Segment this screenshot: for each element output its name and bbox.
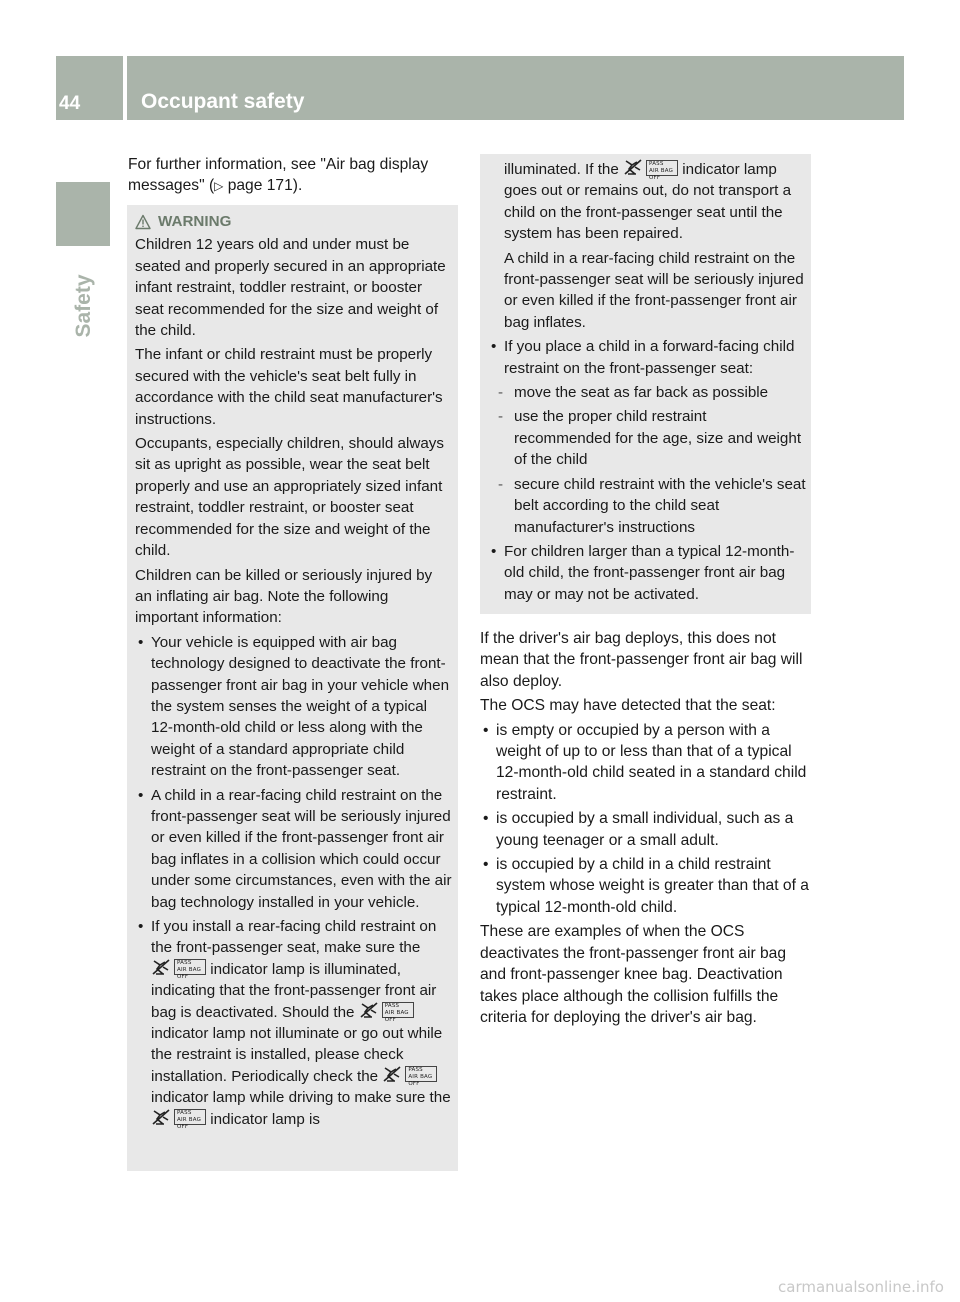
continuation-bullet: • If you place a child in a forward-facing child restraint on the front-passenger seat:	[488, 336, 806, 379]
intro-paragraph	[128, 154, 456, 201]
bullet-text: indicator lamp is	[206, 1110, 320, 1128]
body-paragraph: The OCS may have detected that the seat:	[480, 697, 776, 715]
child-seat-icon	[382, 1066, 402, 1083]
pass-airbag-off-box	[174, 1109, 206, 1131]
pass-airbag-off-lamp	[623, 159, 678, 181]
body-bullet: • is occupied by a child in a child restraint system whose weight is greater than that of a typical 12-month-old child.	[480, 854, 812, 918]
pass-text: PASS	[177, 960, 192, 967]
page-ref-arrow-icon: ▷	[214, 179, 224, 194]
body-paragraph: These are examples of when the OCS deactivates the front-passenger front air bag and front-passenger knee bag. Deactivation takes place although the collision fulfills the criteria for deploying the driver's air bag.	[480, 923, 786, 1026]
warning-paragraph: The infant or child restraint must be properly secured with the vehicle's seat belt fully in accordance with the child seat manufacturer's instructions.	[135, 346, 443, 428]
body-bullet: • is empty or occupied by a person with a weight of up to or less than that of a typical 12-month-old child seated in a standard child restraint.	[480, 720, 812, 806]
body-text	[480, 628, 812, 1031]
child-seat-icon	[151, 959, 171, 976]
pass-text: PASS	[408, 1067, 423, 1074]
section-label: Safety	[72, 274, 95, 338]
continuation-bullet: • For children larger than a typical 12-month-old child, the front-passenger front air bag may or may not be activated.	[488, 541, 806, 605]
warning-box	[127, 205, 458, 1171]
bullet-text: indicator lamp while driving to make sure the	[151, 1089, 451, 1107]
warning-triangle-icon	[135, 214, 151, 230]
child-seat-icon	[359, 1002, 379, 1019]
warning-paragraph: Children 12 years old and under must be seated and properly secured in an appropriate infant restraint, toddler restraint, or booster seat recommended for the size and weight of the child.	[135, 236, 446, 340]
pass-text: PASS	[384, 1003, 400, 1010]
pass-airbag-off-box	[646, 160, 678, 181]
page-title: Occupant safety	[141, 90, 305, 113]
airbag-off-text: AIR BAG OFF	[177, 1117, 202, 1131]
bullet-text: indicator lamp not illuminate or go out while the restraint is installed, please check installation. Periodically check the	[151, 1025, 443, 1085]
intro-text-b: page 171).	[223, 177, 303, 195]
pass-airbag-off-box	[174, 959, 206, 981]
airbag-off-text: AIR BAG OFF	[384, 1010, 409, 1024]
continuation-text: indicator lamp goes out or remains out, do not transport a child on the front-passenger seat until the system has been repaired.	[504, 161, 792, 243]
pass-airbag-off-lamp	[382, 1066, 437, 1088]
continuation-dash-item: - use the proper child restraint recommended for the age, size and weight of the child	[488, 406, 806, 470]
continuation-dash-item: - move the seat as far back as possible	[488, 382, 806, 403]
continuation-paragraph	[488, 159, 806, 245]
warning-paragraph: Children can be killed or seriously injured by an inflating air bag. Note the following important information:	[135, 566, 433, 627]
continuation-dash-item: - secure child restraint with the vehicle's seat belt according to the child seat manufacturer's instructions	[488, 474, 806, 538]
pass-airbag-off-lamp	[151, 1109, 206, 1131]
warning-title: WARNING	[158, 213, 232, 230]
bullet-text: indicator lamp is illuminated, indicating that the front-passenger front air bag is deactivated. Should the	[151, 960, 437, 1021]
continuation-paragraph: A child in a rear-facing child restraint on the front-passenger seat will be seriously injured or even killed if the front-passenger front air bag inflates.	[504, 249, 804, 331]
bullet-text: If you install a rear-facing child restraint on the front-passenger seat, make sure the	[151, 918, 437, 957]
warning-continuation-box	[480, 154, 811, 614]
page-number: 44	[59, 93, 81, 114]
pass-airbag-off-box	[382, 1002, 414, 1024]
warning-paragraph: Occupants, especially children, should always sit as upright as possible, wear the seat belt properly and use an appropriately sized infant restraint, toddler restraint, or booster seat recommended for the size and weight of the child.	[135, 435, 444, 560]
airbag-off-text: AIR BAG OFF	[408, 1074, 433, 1088]
warning-bullet: • A child in a rear-facing child restraint on the front-passenger seat will be seriously injured or even killed if the front-passenger front air bag inflates in a collision which could occur under some circumstances, even with the air bag technology installed in your vehicle.	[135, 785, 453, 913]
pass-text: PASS	[177, 1110, 192, 1117]
warning-bullet: • Your vehicle is equipped with air bag technology designed to deactivate the front-passenger front air bag in your vehicle when the system senses the weight of a typical 12-month-old child or less along with the weight of a standard appropriate child restraint on the front-passenger seat.	[135, 632, 453, 782]
intro-text-a: For further information, see "Air bag display messages" (	[128, 156, 429, 195]
continuation-text: illuminated. If the	[504, 161, 624, 178]
pass-airbag-off-lamp	[151, 959, 206, 981]
body-paragraph: If the driver's air bag deploys, this does not mean that the front-passenger front air bag will also deploy.	[480, 630, 803, 690]
body-bullet: • is occupied by a small individual, such as a young teenager or a small adult.	[480, 808, 812, 851]
warning-heading	[135, 211, 453, 232]
airbag-off-text: AIR BAG OFF	[177, 967, 202, 981]
watermark: carmanualsonline.info	[778, 1278, 944, 1296]
section-marker	[56, 182, 110, 246]
pass-text: PASS	[649, 160, 664, 167]
pass-airbag-off-lamp	[359, 1002, 414, 1024]
child-seat-icon	[151, 1109, 171, 1126]
child-seat-icon	[623, 159, 643, 176]
pass-airbag-off-box	[405, 1066, 437, 1088]
warning-bullet-lamp	[135, 916, 453, 1130]
header-divider	[123, 56, 127, 120]
airbag-off-text: AIR BAG OFF	[649, 167, 674, 181]
